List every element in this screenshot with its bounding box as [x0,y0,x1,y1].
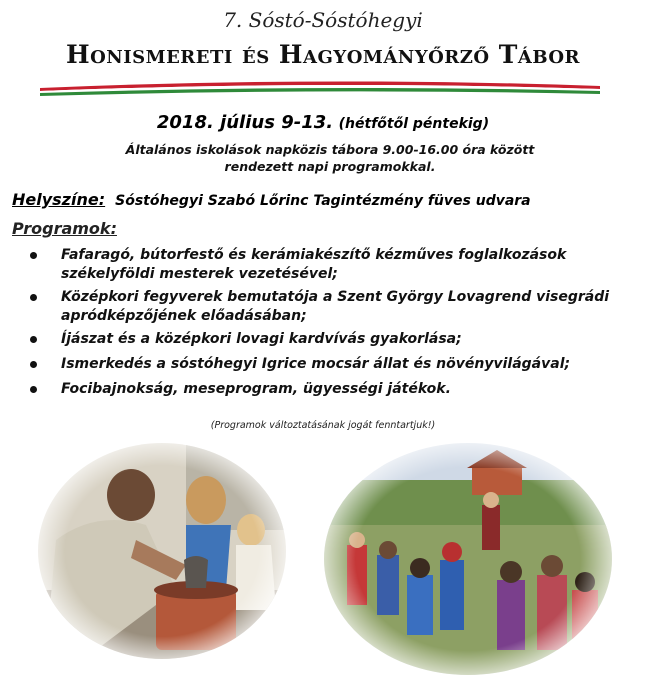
programs-heading: Programok: [12,219,117,238]
disclaimer-note: (Programok változtatásának jogát fenntartjuk!) [210,420,436,431]
tricolor-swoosh [40,78,600,100]
bullet-icon [30,361,37,368]
date-main: 2018. július 9-13. [156,112,334,133]
list-item [30,330,630,349]
programs-list [30,246,630,403]
list-item-text: Focibajnokság, meseprogram, ügyességi játékok. [61,381,451,397]
bullet-icon [30,252,37,259]
event-dates [0,112,646,133]
location-line [12,190,531,209]
list-item-text: Fafaragó, bútorfestő és kerámiakészítő kézműves foglalkozások székelyföldi mesterek vezetésével; [61,247,567,282]
location-label: Helyszíne: [12,190,106,209]
location-value: Sóstóhegyi Szabó Lőrinc Tagintézmény füves udvara [115,193,531,209]
children-outdoor-photo [322,440,614,678]
list-item-text: Ismerkedés a sóstóhegyi Igrice mocsár állat és növényvilágával; [61,356,571,372]
list-item [30,380,630,399]
list-item [30,355,630,374]
event-title: Honismereti és Hagyományőrző Tábor [65,40,581,69]
list-item [30,288,630,326]
bullet-icon [30,294,37,301]
event-subtitle: 7. Sóstó-Sóstóhegyi [223,8,423,32]
bullet-icon [30,386,37,393]
list-item [30,246,630,284]
bullet-icon [30,336,37,343]
intro-text: Általános iskolások napközis tábora 9.00-16.00 óra között rendezett napi programokkal. [125,142,535,174]
list-item-text: Íjászat és a középkori lovagi kardvívás gyakorlása; [61,331,462,347]
date-range: (hétfőtől péntekig) [338,116,490,132]
pottery-workshop-photo [36,440,288,662]
list-item-text: Középkori fegyverek bemutatója a Szent György Lovagrend visegrádi apródképzőjének előadásában; [61,289,610,324]
